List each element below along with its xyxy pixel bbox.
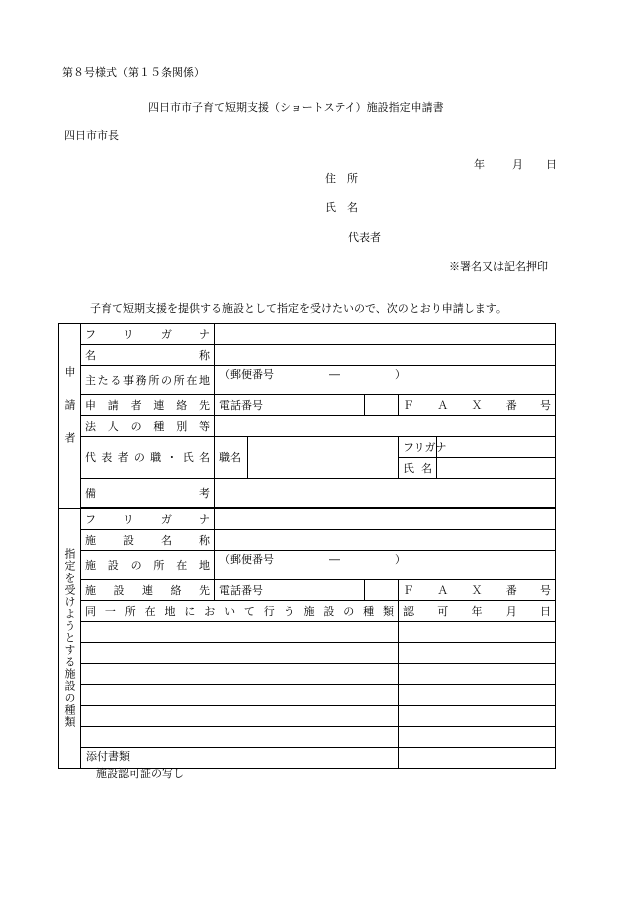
facility-approval-date-input[interactable] bbox=[399, 664, 556, 685]
facility-list-row bbox=[59, 664, 556, 685]
applicant-rep-row-1 bbox=[59, 437, 556, 458]
approval-date-label: 認可年月日 bbox=[399, 601, 556, 622]
applicant-corp-type-input[interactable] bbox=[215, 416, 556, 437]
facility-list-row bbox=[59, 685, 556, 706]
applicant-postal-code: （郵便番号 ― ） bbox=[219, 368, 406, 381]
address-label: 住 所 bbox=[325, 172, 358, 185]
facility-type-input[interactable] bbox=[81, 664, 399, 685]
applicant-furigana-row bbox=[59, 324, 556, 345]
facility-name-row bbox=[59, 530, 556, 551]
facility-name-label: 施設名称 bbox=[81, 530, 215, 551]
facility-approval-date-input[interactable] bbox=[399, 622, 556, 643]
facility-tel-label: 電話番号 bbox=[215, 580, 365, 601]
facility-address-input[interactable] bbox=[215, 551, 556, 580]
applicant-rep-name-input[interactable] bbox=[437, 458, 556, 479]
facility-name-input[interactable] bbox=[215, 530, 556, 551]
facility-tel-input[interactable] bbox=[365, 580, 399, 601]
addressee: 四日市市長 bbox=[64, 129, 119, 142]
facility-approval-date-input[interactable] bbox=[399, 643, 556, 664]
facility-approval-date-input[interactable] bbox=[399, 706, 556, 727]
applicant-name-input[interactable] bbox=[215, 345, 556, 366]
date-day-label: 日 bbox=[546, 158, 557, 171]
applicant-rep-label: 代表者の職・氏名 bbox=[81, 437, 215, 479]
facility-side-label-cell bbox=[59, 509, 81, 769]
same-location-facility-label: 同一所在地において行う施設の種類 bbox=[81, 601, 399, 622]
facility-contact-row bbox=[59, 580, 556, 601]
facility-list-row bbox=[59, 727, 556, 748]
facility-type-input[interactable] bbox=[81, 643, 399, 664]
applicant-furigana-label: フリガナ bbox=[81, 324, 215, 345]
applicant-address-row bbox=[59, 366, 556, 395]
facility-contact-label: 施設連絡先 bbox=[81, 580, 215, 601]
intro-text: 子育て短期支援を提供する施設として指定を受けたいので、次のとおり申請します。 bbox=[90, 302, 507, 315]
applicant-remarks-input[interactable] bbox=[215, 479, 556, 508]
applicant-contact-label: 申請者連絡先 bbox=[81, 395, 215, 416]
facility-list-row bbox=[59, 748, 556, 769]
facility-address-label: 施設の所在地 bbox=[81, 551, 215, 580]
form-number: 第８号様式（第１５条関係） bbox=[62, 66, 205, 79]
facility-furigana-label: フリガナ bbox=[81, 509, 215, 530]
facility-furigana-input[interactable] bbox=[215, 509, 556, 530]
applicant-tel-label: 電話番号 bbox=[215, 395, 365, 416]
facility-list-row bbox=[59, 706, 556, 727]
applicant-side-label: 申請者 bbox=[63, 365, 76, 465]
facility-address-row bbox=[59, 551, 556, 580]
attachments-title: 添付書類 bbox=[86, 750, 130, 763]
applicant-rep-name-label: 氏名 bbox=[399, 458, 437, 479]
applicant-rep-furigana-input[interactable] bbox=[437, 437, 556, 458]
applicant-name-row bbox=[59, 345, 556, 366]
facility-postal-code: （郵便番号 ― ） bbox=[219, 553, 406, 566]
applicant-side-label-cell bbox=[59, 324, 81, 509]
facility-furigana-row bbox=[59, 509, 556, 530]
date-month-label: 月 bbox=[512, 158, 523, 171]
representative-label: 代表者 bbox=[348, 231, 381, 244]
attachment-item: 施設認可証の写し bbox=[96, 767, 184, 780]
facility-approval-date-input[interactable] bbox=[399, 685, 556, 706]
applicant-name-label: 名称 bbox=[81, 345, 215, 366]
applicant-rep-furigana-label: フリガナ bbox=[399, 437, 437, 458]
facility-list-header-row bbox=[59, 601, 556, 622]
facility-type-input[interactable] bbox=[81, 622, 399, 643]
facility-approval-date-input[interactable] bbox=[399, 727, 556, 748]
facility-type-input[interactable] bbox=[81, 706, 399, 727]
facility-type-input[interactable] bbox=[81, 685, 399, 706]
date-year-label: 年 bbox=[474, 158, 485, 171]
applicant-address-label: 主たる事務所の所在地 bbox=[81, 366, 215, 395]
seal-note: ※署名又は記名押印 bbox=[449, 260, 548, 273]
applicant-fax-label: ＦＡＸ番号 bbox=[399, 395, 556, 416]
name-label: 氏 名 bbox=[325, 201, 358, 214]
facility-type-input[interactable] bbox=[81, 727, 399, 748]
applicant-corp-type-row bbox=[59, 416, 556, 437]
application-table bbox=[58, 323, 556, 769]
facility-fax-label: ＦＡＸ番号 bbox=[399, 580, 556, 601]
applicant-furigana-input[interactable] bbox=[215, 324, 556, 345]
facility-side-label: 指定を受けようとする施設の種類 bbox=[63, 547, 76, 728]
applicant-job-input[interactable] bbox=[248, 437, 399, 479]
document-title: 四日市市子育て短期支援（ショートステイ）施設指定申請書 bbox=[148, 101, 444, 114]
facility-list-row bbox=[59, 622, 556, 643]
facility-approval-date-input[interactable] bbox=[399, 748, 556, 769]
applicant-remarks-label: 備考 bbox=[81, 479, 215, 508]
applicant-job-label: 職名 bbox=[215, 437, 248, 479]
facility-list-row bbox=[59, 643, 556, 664]
applicant-address-input[interactable] bbox=[215, 366, 556, 395]
applicant-contact-row bbox=[59, 395, 556, 416]
applicant-corp-type-label: 法人の種別等 bbox=[81, 416, 215, 437]
applicant-tel-input[interactable] bbox=[365, 395, 399, 416]
applicant-remarks-row bbox=[59, 479, 556, 508]
